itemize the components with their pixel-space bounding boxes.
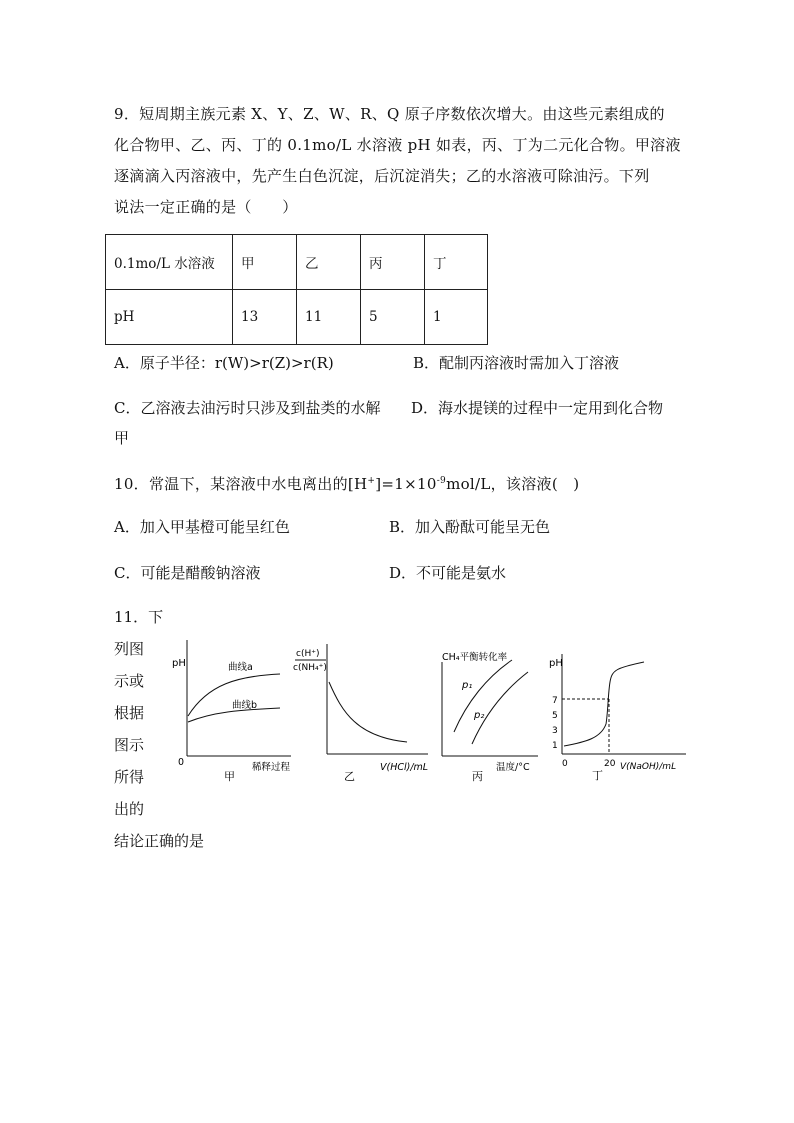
q9-option-d-continued: 甲 xyxy=(114,429,130,447)
curve-b-label: 曲线b xyxy=(232,700,258,711)
table-cell: 丁 xyxy=(425,235,488,290)
x-axis-label: V(NaOH)/mL xyxy=(620,762,677,772)
table-row xyxy=(106,290,488,345)
q11-stem-line: 出的 xyxy=(114,800,145,818)
y-tick-label: 1 xyxy=(552,741,558,751)
titration-curve xyxy=(564,662,644,746)
table-cell: 丙 xyxy=(361,235,425,290)
q9-option-c: C．乙溶液去油污时只涉及到盐类的水解 xyxy=(114,399,381,417)
figure-bing xyxy=(432,632,542,792)
p1-label: p₁ xyxy=(462,680,473,691)
x-axis-label: 温度/°C xyxy=(496,762,530,773)
q10-option-c: C．可能是醋酸钠溶液 xyxy=(114,564,261,582)
q10-stem-pre: 10．常温下，某溶液中水电离出的[H xyxy=(114,475,368,493)
y-axis-label: pH xyxy=(172,658,186,669)
figure-jia xyxy=(168,632,293,792)
q10-superscript-plus: + xyxy=(367,476,376,486)
figure-caption: 乙 xyxy=(344,770,355,783)
q10-superscript-exp: -9 xyxy=(436,476,447,486)
table-cell: 甲 xyxy=(233,235,297,290)
figure-caption: 丁 xyxy=(592,769,603,782)
table-header-row xyxy=(106,235,488,290)
q11-stem-line: 结论正确的是 xyxy=(114,832,205,850)
q9-stem-line-1: 9．短周期主族元素 X、Y、Z、W、R、Q 原子序数依次增大。由这些元素组成的 xyxy=(114,105,665,123)
q9-ph-table xyxy=(105,234,488,345)
q9-option-d: D．海水提镁的过程中一定用到化合物 xyxy=(411,399,664,417)
q9-stem-line-3: 逐滴滴入丙溶液中，先产生白色沉淀，后沉淀消失；乙的水溶液可除油污。下列 xyxy=(114,167,650,185)
table-cell: 0.1mo/L 水溶液 xyxy=(106,235,233,290)
q9-option-a: A．原子半径：r(W)>r(Z)>r(R) xyxy=(114,354,334,372)
y-tick-label: 5 xyxy=(552,711,558,721)
q10-stem xyxy=(114,473,579,494)
q11-stem-line: 示或 xyxy=(114,672,145,690)
y-axis-label-denominator: c(NH₄⁺) xyxy=(293,663,327,673)
table-cell: 乙 xyxy=(297,235,361,290)
table-cell: 5 xyxy=(361,290,425,345)
figure-yi xyxy=(282,632,432,792)
q9-stem-line-4: 说法一定正确的是（ ） xyxy=(114,198,298,216)
q9-stem-line-2: 化合物甲、乙、丙、丁的 0.1mo/L 水溶液 pH 如表，丙、丁为二元化合物。甲溶液 xyxy=(114,136,681,154)
q11-stem-line: 根据 xyxy=(114,704,145,722)
q9-option-b: B．配制丙溶液时需加入丁溶液 xyxy=(413,354,620,372)
q10-option-a: A．加入甲基橙可能呈红色 xyxy=(114,518,290,536)
table-cell: 11 xyxy=(297,290,361,345)
q11-stem-line: 图示 xyxy=(114,736,145,754)
q11-stem-line: 11．下 xyxy=(114,608,164,626)
curve-p1 xyxy=(454,660,512,732)
y-axis-label: CH₄平衡转化率 xyxy=(442,652,508,663)
table-cell: pH xyxy=(106,290,233,345)
x-axis-label: 稀释过程 xyxy=(252,762,291,773)
p2-label: p₂ xyxy=(474,710,485,721)
x-tick-label: 20 xyxy=(604,759,616,769)
q10-option-d: D．不可能是氨水 xyxy=(389,564,507,582)
table-cell: 1 xyxy=(425,290,488,345)
curve xyxy=(329,682,407,742)
figure-ding xyxy=(546,632,692,792)
x-axis-label: V(HCl)/mL xyxy=(380,762,429,773)
y-tick-label: 3 xyxy=(552,726,558,736)
figure-caption: 丙 xyxy=(472,770,483,783)
q10-option-b: B．加入酚酞可能呈无色 xyxy=(389,518,551,536)
curve-p2 xyxy=(472,672,528,744)
origin-label: 0 xyxy=(562,759,568,769)
table-cell: 13 xyxy=(233,290,297,345)
q10-stem-mid: ]=1×10 xyxy=(375,475,437,493)
y-axis-label: pH xyxy=(549,658,563,669)
curve-a-label: 曲线a xyxy=(228,662,253,673)
figure-caption: 甲 xyxy=(224,770,235,783)
origin-label: 0 xyxy=(178,757,185,768)
q11-stem-line: 所得 xyxy=(114,768,145,786)
q11-stem-line: 列图 xyxy=(114,640,145,658)
q10-stem-post: mol/L，该溶液( ) xyxy=(446,475,580,493)
y-axis-label-numerator: c(H⁺) xyxy=(296,649,320,659)
y-tick-label: 7 xyxy=(552,696,558,706)
